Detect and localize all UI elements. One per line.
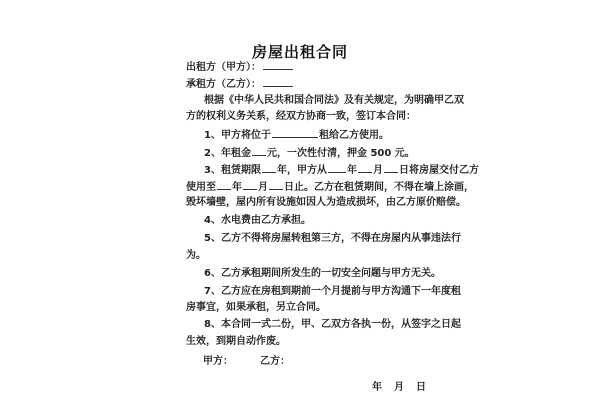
clause-8-line-2: 生效，到期自动作废。: [186, 336, 286, 347]
clause-3-line-1: [204, 163, 479, 177]
lessee-label: 承租方（乙方）：: [186, 79, 261, 90]
lessor-line: [186, 60, 293, 74]
clause-3-text: 使用至: [186, 182, 216, 193]
clause-2: [204, 146, 415, 160]
clause-3-text: 年: [346, 165, 357, 176]
date-day: 日: [416, 382, 426, 393]
clause-3-line-2: [186, 180, 474, 194]
clause-3-text: 日止。乙方在租赁期间，不得在墙上涂画，: [284, 182, 474, 193]
lessee-blank: [263, 77, 293, 87]
clause-3-text: 日将房屋交付乙方: [398, 165, 479, 176]
end-month-blank: [243, 180, 257, 190]
clause-2-before: 2、年租金: [204, 148, 251, 159]
clause-8-line-1: 8、本合同一式二份，甲、乙双方各执一份，从签字之日起: [204, 319, 461, 330]
end-year-blank: [217, 180, 231, 190]
lessor-blank: [263, 60, 293, 70]
term-blank: [262, 163, 276, 173]
clause-5-line-1: 5、乙方不得将房屋转租第三方，不得在房屋内从事违法行: [204, 233, 461, 244]
clause-2-after: 元，一次性付清，押金 500 元。: [266, 148, 415, 159]
clause-7-line-1: 7、乙方应在房租到期前一个月提前与甲方沟通下一年度租: [204, 286, 461, 297]
start-day-blank: [384, 163, 398, 173]
clause-7-line-2: 房事宜，如果承租，另立合同。: [186, 302, 326, 313]
location-blank: [272, 128, 318, 138]
signature-party-b: 乙方：: [260, 356, 290, 367]
start-year-blank: [328, 163, 346, 173]
start-month-blank: [358, 163, 372, 173]
date-year: 年: [372, 382, 382, 393]
clause-3-text: 月: [372, 165, 383, 176]
clause-3-text: 年，甲方从: [276, 165, 327, 176]
clause-5-line-2: 为。: [186, 250, 206, 261]
clause-4: 4、水电费由乙方承担。: [204, 215, 311, 226]
document-title: 房屋出租合同: [251, 43, 348, 61]
clause-1-before: 1、甲方将位于: [204, 130, 271, 141]
clause-1: [204, 128, 389, 142]
clause-6: 6、乙方承租期间所发生的一切安全问题与甲方无关。: [204, 268, 441, 279]
clause-3-text: 3、租赁期限: [204, 165, 261, 176]
signature-party-a: 甲方：: [203, 356, 233, 367]
lessee-line: [186, 77, 293, 91]
date-month: 月: [394, 382, 404, 393]
clause-3-text: 年: [232, 182, 242, 193]
rent-blank: [252, 146, 266, 156]
preamble-line-2: 方的权利义务关系，经双方协商一致，签订本合同：: [186, 111, 416, 122]
lessor-label: 出租方（甲方）：: [186, 62, 261, 73]
preamble-line-1: 根据《中华人民共和国合同法》及有关规定，为明确甲乙双: [204, 95, 464, 106]
clause-1-after: 租给乙方使用。: [318, 130, 389, 141]
date-line: [372, 378, 438, 393]
clause-3-line-3: 毁坏墙壁，屋内所有设施如因人为造成损坏，由乙方原价赔偿。: [186, 197, 466, 208]
end-day-blank: [269, 180, 283, 190]
clause-3-text: 月: [258, 182, 268, 193]
